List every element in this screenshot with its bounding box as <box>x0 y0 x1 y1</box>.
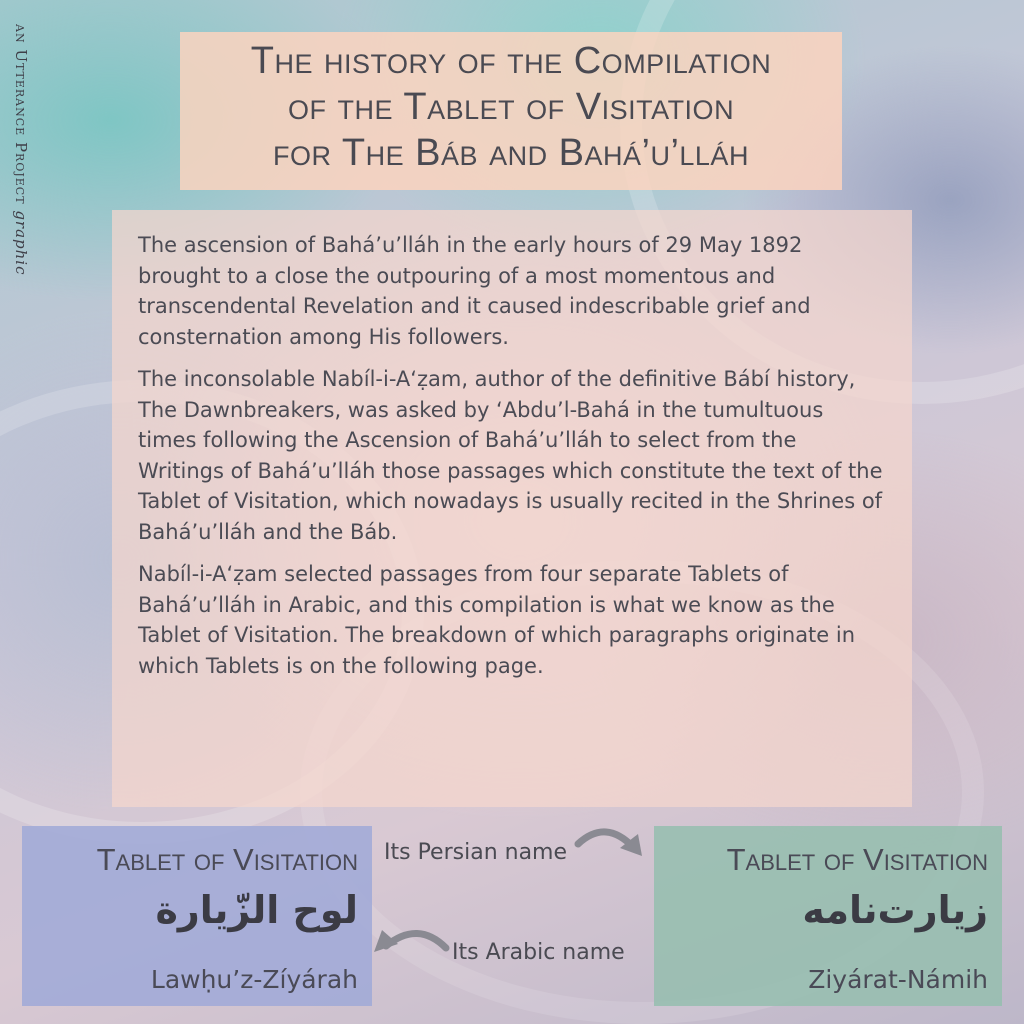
arabic-native-name: لوح الزّيارة <box>155 888 358 932</box>
arabic-card-title: Tablet of Visitation <box>96 842 358 877</box>
persian-transliteration: Ziyárat-Námih <box>808 965 988 994</box>
curved-arrow-right-icon <box>572 822 652 872</box>
arabic-arrow-label: Its Arabic name <box>452 940 625 965</box>
title-line-1: The history of the Compilation <box>250 40 772 82</box>
persian-arrow-label: Its Persian name <box>384 840 568 865</box>
arabic-transliteration: Lawḥu’z-Zíyárah <box>150 965 358 994</box>
paragraph-1: The ascension of Bahá’u’lláh in the early hours of 29 May 1892 brought to a close the outpouring of a most momentous and transcendental Revelation and it caused indescribable grief and consternation among His followers. <box>138 233 811 349</box>
history-text-panel <box>112 210 912 807</box>
persian-native-name: زيارت‌نامه <box>802 888 988 932</box>
paragraph-3: Nabíl-i-A‘ẓam selected passages from four separate Tablets of Bahá’u’lláh in Arabic, and this compilation is what we know as the Tablet of Visitation. The breakdown of which paragraphs originate in which Tablets is on the following page. <box>138 562 856 678</box>
title-line-2: of the Tablet of Visitation <box>287 86 735 128</box>
persian-name-card <box>654 826 1002 1006</box>
side-credit-graphic: graphic <box>12 210 30 276</box>
paragraph-2: The inconsolable Nabíl-i-A‘ẓam, author of the definitive Bábí history, The Dawnbreakers, was asked by ‘Abdu’l-Bahá in the tumultuous times following the Ascension of Bahá’u’lláh to select from the Writings of Bahá’u’lláh those passages which constitute the text of the Tablet of Visitation, which nowadays is usually recited in the Shrines of Bahá’u’lláh and the Báb. <box>138 367 883 544</box>
curved-arrow-left-icon <box>368 920 458 970</box>
persian-card-title: Tablet of Visitation <box>726 842 988 877</box>
title-line-3: for The Báb and Bahá’u’lláh <box>273 132 749 174</box>
page-title <box>180 32 842 190</box>
side-credit-text: an Utterance Project <box>12 24 30 205</box>
arabic-name-card <box>22 826 372 1006</box>
side-credit <box>12 24 30 276</box>
